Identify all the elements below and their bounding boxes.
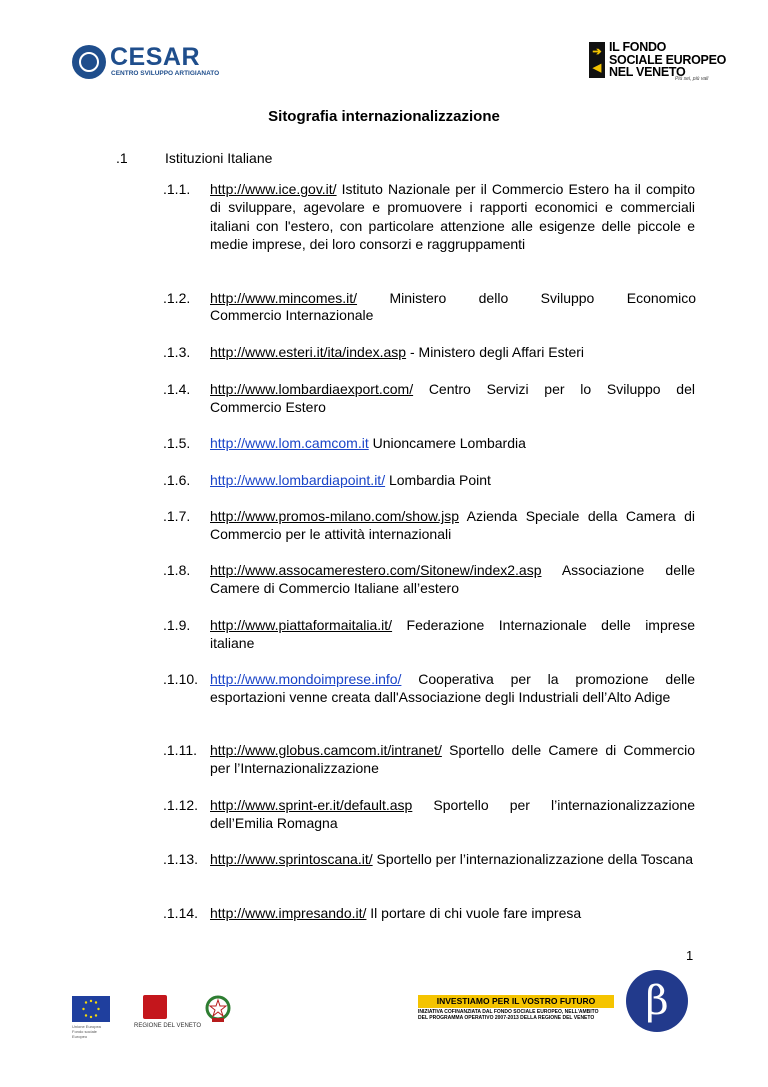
item-link[interactable]: http://www.sprintoscana.it/ — [210, 851, 373, 867]
investiamo-banner — [418, 995, 614, 1025]
italian-republic-emblem-icon — [205, 995, 231, 1023]
eu-caption: Unione Europea Fondo sociale Europeo — [72, 1024, 101, 1039]
item-description: Lombardia Point — [385, 472, 491, 488]
item-number: .1.7. — [163, 508, 191, 524]
cesar-logo — [72, 43, 232, 83]
cesar-emblem-icon — [72, 45, 106, 79]
list-item — [163, 434, 695, 452]
list-item — [163, 380, 695, 417]
item-number: .1.12. — [163, 797, 199, 813]
item-description: Il portare di chi vuole fare impresa — [366, 905, 582, 921]
item-number: .1.10. — [163, 671, 199, 687]
item-link[interactable]: http://www.lombardiapoint.it/ — [210, 472, 386, 488]
list-item — [163, 796, 695, 833]
item-number: .1.2. — [163, 290, 191, 306]
item-number: .1.11. — [163, 742, 197, 758]
item-link[interactable]: http://www.impresando.it/ — [210, 905, 367, 921]
list-item — [163, 741, 695, 778]
item-link[interactable]: http://www.piattaformaitalia.it/ — [210, 617, 393, 633]
list-item — [163, 904, 695, 922]
list-item — [163, 507, 695, 544]
item-description: Sportello per l’internazionalizzazione della Toscana — [372, 851, 694, 867]
item-description: Unioncamere Lombardia — [368, 435, 526, 451]
item-link[interactable]: http://www.mondoimprese.info/ — [210, 671, 402, 687]
item-number: .1.3. — [163, 344, 191, 360]
veneto-lion-icon — [143, 995, 167, 1019]
section-label: Istituzioni Italiane — [165, 150, 273, 166]
list-item — [163, 561, 695, 598]
list-item — [163, 850, 695, 868]
item-number: .1.1. — [163, 181, 191, 197]
eu-flag-icon — [72, 996, 110, 1022]
item-description: Sportello per l’internazionalizzazione dell’Emilia Romagna — [210, 797, 695, 832]
item-description: Associazione delle Camere di Commercio Italiane all’estero — [210, 562, 695, 597]
list-item: .1.2. http://www.mincomes.it/ Ministero dello Sviluppo Economico — [163, 290, 696, 306]
item-number: .1.6. — [163, 472, 191, 488]
item-link[interactable]: http://www.assocamerestero.com/Sitonew/index2.asp — [210, 562, 542, 578]
item-description: - Ministero degli Affari Esteri — [406, 344, 585, 360]
item-description: Cooperativa per la promozione delle esportazioni venne creata dall'Associazione degli Industriali dell’Alto Adige — [210, 671, 695, 706]
item-number: .1.5. — [163, 435, 191, 451]
item-description: Istituto Nazionale per il Commercio Estero ha il compito di sviluppare, agevolare e promuovere i rapporti economici e commerciali italiani con l'estero, con particolare attenzione alle esigenze delle piccole e medie imprese, dei loro consorzi e raggruppamenti — [210, 181, 695, 252]
veneto-caption: REGIONE DEL VENETO — [134, 1023, 202, 1029]
item-link[interactable]: http://www.mincomes.it/ — [210, 290, 358, 306]
item-description: Centro Servizi per lo Sviluppo del Commercio Estero — [210, 381, 695, 416]
page-title: Sitografia internazionalizzazione — [268, 108, 500, 125]
list-item — [163, 471, 695, 489]
cesar-name: CESAR — [110, 43, 201, 71]
fse-title: IL FONDO SOCIALE EUROPEO NEL VENETO — [609, 40, 727, 79]
item-link[interactable]: http://www.lombardiaexport.com/ — [210, 381, 414, 397]
beta-logo — [626, 970, 688, 1032]
section-number: .1 — [116, 150, 128, 166]
item-number: .1.4. — [163, 381, 191, 397]
item-number: .1.8. — [163, 562, 191, 578]
list-item — [163, 670, 695, 707]
banner-text: INIZIATIVA COFINANZIATA DAL FONDO SOCIALE EUROPEO, NELL'AMBITO DEL PROGRAMMA OPERATIVO 2007-2013 DELLA REGIONE DEL VENETO — [418, 1009, 599, 1021]
item-link[interactable]: http://www.lom.camcom.it — [210, 435, 369, 451]
item-link[interactable]: http://www.sprint-er.it/default.asp — [210, 797, 413, 813]
banner-title: INVESTIAMO PER IL VOSTRO FUTURO — [418, 995, 614, 1008]
cesar-subtitle: CENTRO SVILUPPO ARTIGIANATO — [111, 70, 220, 77]
fse-tagline: Più sei, più vali — [675, 76, 709, 82]
item-description-cont: Commercio Internazionale — [210, 307, 374, 323]
beta-glyph: β — [645, 978, 669, 1024]
fse-logo — [589, 40, 727, 86]
item-description: Federazione Internazionale delle imprese italiane — [210, 617, 695, 652]
item-link[interactable]: http://www.globus.camcom.it/intranet/ — [210, 742, 442, 758]
list-item — [163, 616, 695, 653]
list-item — [163, 343, 695, 361]
item-link[interactable]: http://www.esteri.it/ita/index.asp — [210, 344, 407, 360]
item-link[interactable]: http://www.ice.gov.it/ — [210, 181, 337, 197]
page-number: 1 — [686, 948, 694, 963]
item-description: Azienda Speciale della Camera di Commercio per le attività internazionali — [210, 508, 695, 543]
fse-arrows-icon: ➔ ◀ — [589, 42, 605, 78]
item-description: Sportello delle Camere di Commercio per l’Internazionalizzazione — [210, 742, 695, 777]
item-number: .1.9. — [163, 617, 191, 633]
list-item — [163, 180, 695, 253]
item-number: .1.14. — [163, 905, 199, 921]
item-number: .1.13. — [163, 851, 199, 867]
item-link[interactable]: http://www.promos-milano.com/show.jsp — [210, 508, 459, 524]
